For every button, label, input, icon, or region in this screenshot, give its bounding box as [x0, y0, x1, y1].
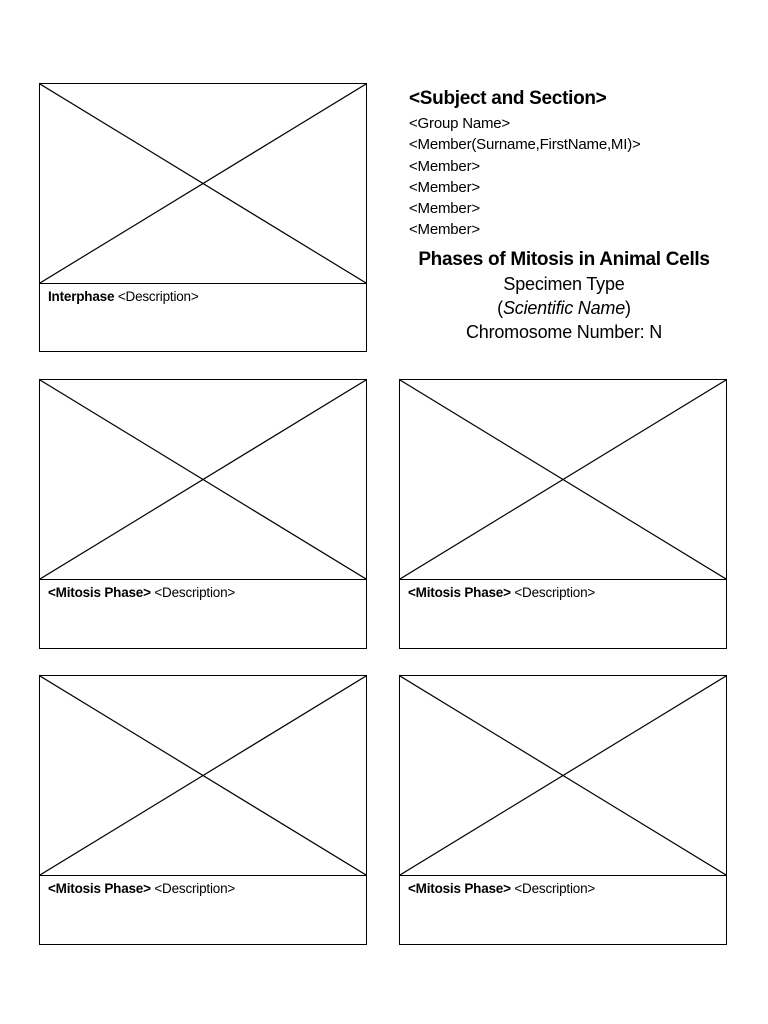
- description-text: <Description>: [154, 881, 236, 896]
- description-text: <Description>: [514, 881, 596, 896]
- image-placeholder-icon: [40, 676, 366, 875]
- card-caption: [48, 289, 199, 304]
- image-placeholder[interactable]: [400, 380, 726, 580]
- scientific-name: Scientific Name: [502, 298, 626, 318]
- image-placeholder[interactable]: [400, 676, 726, 876]
- card-caption: [48, 585, 235, 600]
- phase-label: <Mitosis Phase>: [408, 585, 511, 600]
- image-placeholder-icon: [400, 380, 726, 579]
- member-line: <Member>: [409, 221, 480, 239]
- chromosome-number: Chromosome Number: N: [465, 322, 663, 342]
- description-text: <Description>: [514, 585, 596, 600]
- paren-close: ): [625, 298, 631, 318]
- scientific-name-line: [400, 296, 728, 320]
- member-line: <Member(Surname,FirstName,MI)>: [409, 136, 641, 154]
- member-line: <Member>: [409, 178, 480, 196]
- image-placeholder-icon: [400, 676, 726, 875]
- image-placeholder-icon: [40, 84, 366, 283]
- image-placeholder-icon: [40, 380, 366, 579]
- group-name: <Group Name>: [409, 115, 510, 132]
- subject-section: <Subject and Section>: [409, 88, 607, 109]
- mitosis-phase-card: [399, 379, 727, 649]
- member-line: <Member>: [409, 200, 480, 218]
- image-placeholder[interactable]: [40, 380, 366, 580]
- specimen-type: Specimen Type: [503, 274, 625, 294]
- mitosis-phase-card: [399, 675, 727, 945]
- image-placeholder[interactable]: [40, 84, 366, 284]
- member-line: <Member>: [409, 157, 480, 175]
- paren-open: (: [497, 298, 503, 318]
- description-text: <Description>: [154, 585, 236, 600]
- phase-label: <Mitosis Phase>: [48, 881, 151, 896]
- phase-label: <Mitosis Phase>: [48, 585, 151, 600]
- image-placeholder[interactable]: [40, 676, 366, 876]
- header-block: [409, 87, 729, 241]
- document-title: Phases of Mitosis in Animal Cells: [418, 249, 710, 270]
- interphase-card: [39, 83, 367, 352]
- description-text: <Description>: [117, 289, 199, 304]
- phase-label: <Mitosis Phase>: [408, 881, 511, 896]
- phase-label: Interphase: [48, 289, 115, 304]
- card-caption: [408, 881, 595, 896]
- card-caption: [48, 881, 235, 896]
- card-caption: [408, 585, 595, 600]
- title-block: [400, 248, 728, 345]
- mitosis-phase-card: [39, 379, 367, 649]
- mitosis-phase-card: [39, 675, 367, 945]
